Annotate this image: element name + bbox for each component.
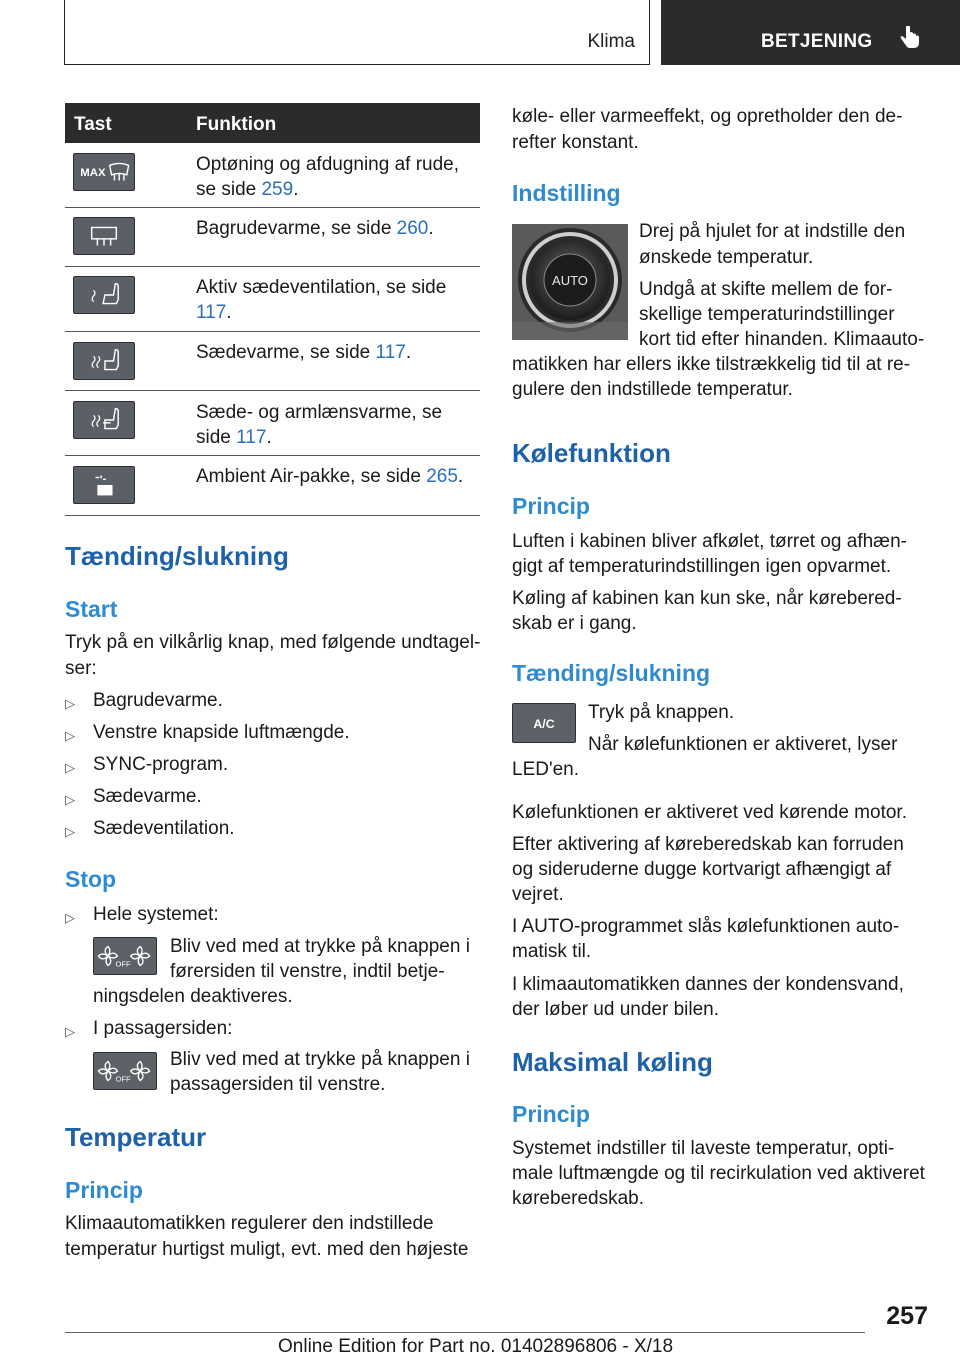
triangle-bullet-icon: ▷ — [65, 760, 75, 775]
indstilling-text-line: ønskede temperatur. — [639, 247, 814, 268]
stop-driver-text-line: førersiden til venstre, indtil betje- — [170, 961, 445, 982]
pointing-hand-icon — [897, 26, 921, 54]
heading-princip: Princip — [512, 493, 590, 519]
fan-off-button-image-driver — [93, 937, 157, 975]
stop-driver-text-line: Bliv ved med at trykke på knappen i — [170, 936, 470, 957]
kolefunktion-text-line: Køling af kabinen kan kun ske, når kørebered- — [512, 588, 902, 609]
table-cell-function: Optøning og afdugning af rude, se side 259. — [196, 154, 460, 200]
kolefunktion-text-line: Efter aktivering af køreberedskab kan forruden — [512, 834, 904, 855]
ambient-air-icon — [73, 466, 135, 504]
maksimal-text-line: male luftmængde og til recirkulation ved aktiveret — [512, 1163, 925, 1184]
triangle-bullet-icon: ▷ — [65, 792, 75, 807]
continued-text-line: refter konstant. — [512, 132, 639, 153]
stop-passenger-text-line: Bliv ved med at trykke på knappen i — [170, 1049, 470, 1070]
svg-text:OFF: OFF — [115, 1074, 131, 1084]
ac-text-line: Tryk på knappen. — [588, 702, 735, 723]
footer-divider — [65, 1332, 865, 1333]
page-link[interactable]: 117 — [375, 342, 406, 363]
kolefunktion-text-line: I klimaautomatikken dannes der kondensvand, — [512, 974, 904, 995]
indstilling-text-line: gulere den indstillede temperatur. — [512, 379, 793, 400]
table-row — [65, 391, 480, 456]
table-header-function: Funktion — [196, 114, 277, 135]
heading-stop: Stop — [65, 866, 117, 892]
table-header — [65, 103, 480, 143]
fan-off-button-image-passenger — [93, 1052, 157, 1090]
table-cell-function: Sæde- og armlænsvarme, se side 117. — [196, 402, 443, 448]
heading-start: Start — [65, 596, 118, 622]
table-cell-function: Aktiv sædeventilation, se side 117. — [196, 277, 447, 323]
max-defrost-icon — [73, 153, 135, 191]
maksimal-text-line: Systemet indstiller til laveste temperatur, opti- — [512, 1138, 895, 1159]
svg-text:AUTO: AUTO — [552, 273, 588, 288]
ac-button-image — [512, 703, 576, 743]
table-row — [65, 208, 480, 267]
triangle-bullet-icon: ▷ — [65, 824, 75, 839]
start-text-line: ser: — [65, 658, 97, 679]
table-row — [65, 456, 480, 516]
seat-heating-icon — [73, 342, 135, 380]
table-row — [65, 267, 480, 332]
kolefunktion-text-line: Luften i kabinen bliver afkølet, tørret og afhæn- — [512, 531, 907, 552]
stop-driver-text-line: ningsdelen deaktiveres. — [93, 986, 293, 1007]
svg-text:OFF: OFF — [115, 959, 131, 969]
svg-text:A/C: A/C — [533, 716, 555, 731]
temperatur-text-line: temperatur hurtigst muligt, evt. med den højeste — [65, 1239, 469, 1260]
heading-temperatur: Temperatur — [65, 1122, 207, 1152]
kolefunktion-text-line: I AUTO-programmet slås kølefunktionen auto- — [512, 916, 900, 937]
page-link[interactable]: 117 — [196, 302, 227, 323]
indstilling-text-line: kort tid efter hinanden. Klimaauto- — [639, 329, 925, 350]
kolefunktion-text-line: og sideruderne dugge kortvarigt afhængigt af — [512, 859, 892, 880]
page-link[interactable]: 117 — [236, 427, 267, 448]
kolefunktion-text-line: matisk til. — [512, 941, 592, 962]
key-function-table — [65, 103, 480, 516]
temperature-knob-image — [512, 224, 628, 340]
heading-princip: Princip — [512, 1101, 590, 1127]
header-left-frame — [64, 0, 650, 65]
triangle-bullet-icon: ▷ — [65, 728, 75, 743]
continued-text-line: køle- eller varmeeffekt, og opretholder den de- — [512, 106, 903, 127]
triangle-bullet-icon: ▷ — [65, 696, 75, 711]
heading-taending-slukning-kol: Tænding/slukning — [512, 660, 711, 686]
kolefunktion-text-line: vejret. — [512, 884, 564, 905]
ac-text-line: LED'en. — [512, 759, 580, 780]
heading-princip: Princip — [65, 1177, 143, 1203]
heading-taending-slukning: Tænding/slukning — [65, 541, 289, 571]
footer-edition-text: Online Edition for Part no. 01402896806 - X/18 — [278, 1336, 674, 1357]
indstilling-text-line: Drej på hjulet for at indstille den — [639, 221, 906, 242]
svg-text:MAX: MAX — [80, 166, 106, 179]
chapter-title: Klima — [587, 31, 635, 52]
rear-window-heat-icon — [73, 217, 135, 255]
seat-ventilation-icon — [73, 276, 135, 314]
table-row — [65, 332, 480, 391]
page-number: 257 — [886, 1302, 928, 1330]
heading-maksimal-koling: Maksimal køling — [512, 1047, 713, 1077]
section-title: BETJENING — [761, 31, 873, 52]
seat-armrest-heating-icon — [73, 401, 135, 439]
kolefunktion-text-line: gigt af temperaturindstillingen igen opvarmet. — [512, 556, 892, 577]
header-section-bar — [661, 0, 960, 65]
kolefunktion-text-line: Kølefunktionen er aktiveret ved kørende motor. — [512, 802, 907, 823]
indstilling-text-line: skellige temperaturindstillinger — [639, 304, 895, 325]
heading-kolefunktion: Kølefunktion — [512, 438, 671, 468]
table-cell-function: Bagrudevarme, se side 260. — [196, 218, 434, 239]
temperatur-text-line: Klimaautomatikken regulerer den indstillede — [65, 1213, 434, 1234]
ac-text-line: Når kølefunktionen er aktiveret, lyser — [588, 734, 898, 755]
table-cell-function: Ambient Air-pakke, se side 265. — [196, 466, 464, 487]
page-link[interactable]: 259 — [261, 179, 294, 200]
triangle-bullet-icon: ▷ — [65, 1024, 75, 1039]
indstilling-text-line: Undgå at skifte mellem de for- — [639, 279, 893, 300]
page-link[interactable]: 260 — [396, 218, 429, 239]
kolefunktion-text-line: skab er i gang. — [512, 613, 637, 634]
table-row — [65, 143, 480, 208]
start-text-line: Tryk på en vilkårlig knap, med følgende undtagel- — [65, 632, 481, 653]
heading-indstilling: Indstilling — [512, 180, 621, 206]
table-cell-function: Sædevarme, se side 117. — [196, 342, 412, 363]
kolefunktion-text-line: der løber ud under bilen. — [512, 999, 720, 1020]
stop-passenger-text-line: passagersiden til venstre. — [170, 1074, 386, 1095]
indstilling-text-line: matikken har ellers ikke tilstrækkelig tid til at re- — [512, 354, 911, 375]
maksimal-text-line: køreberedskab. — [512, 1188, 645, 1209]
table-header-key: Tast — [74, 114, 112, 135]
triangle-bullet-icon: ▷ — [65, 910, 75, 925]
page-link[interactable]: 265 — [426, 466, 458, 487]
